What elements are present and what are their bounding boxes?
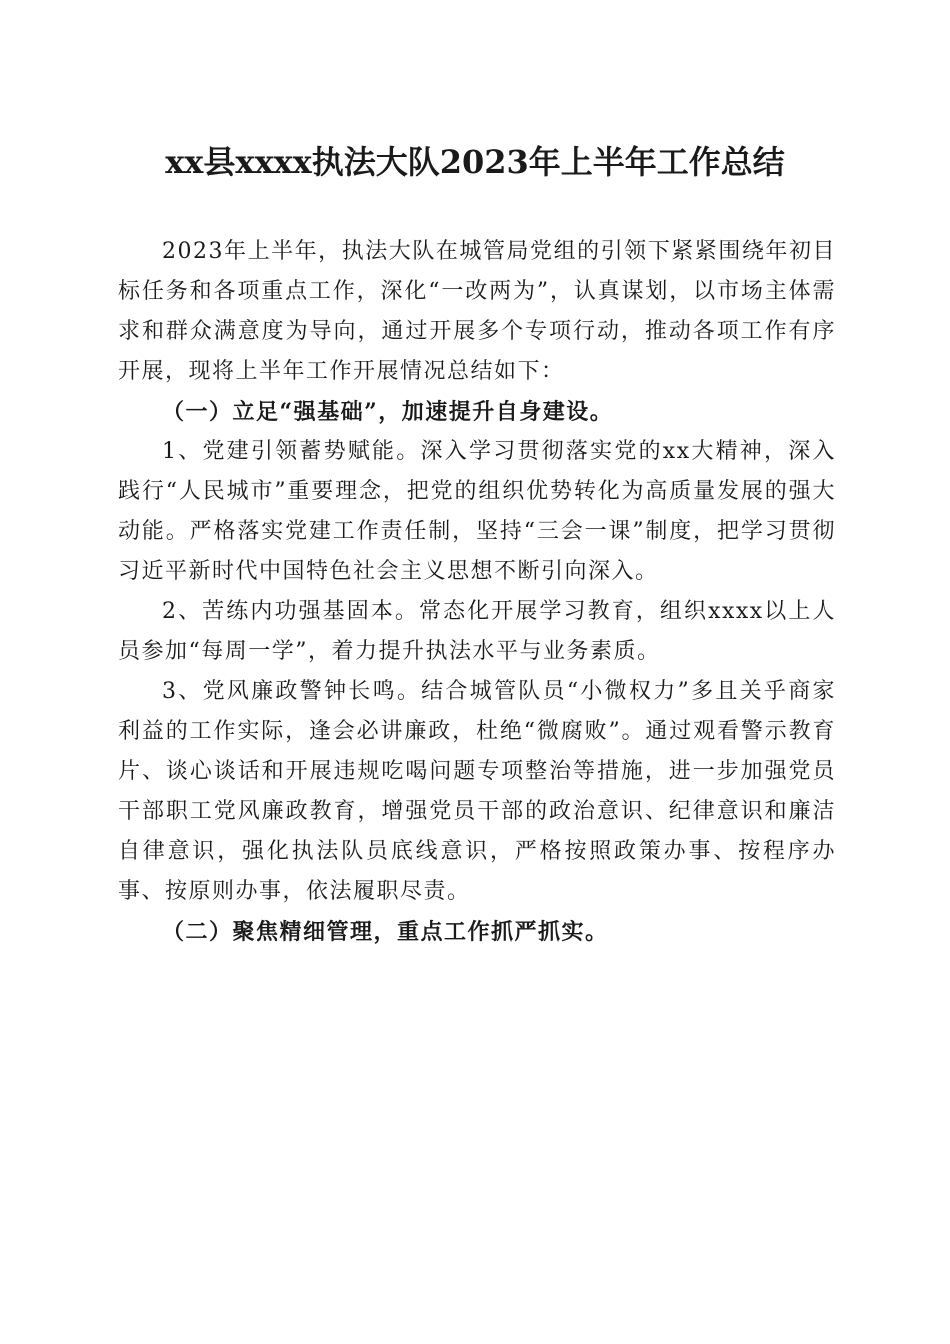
document-title: xx县xxxx执法大队2023年上半年工作总结 — [165, 143, 785, 181]
section-1-item-1: 1、党建引领蓄势赋能。深入学习贯彻落实党的xx大精神，深入践行“人民城市”重要理念，把党的组织优势转化为高质量发展的强大动能。严格落实党建工作责任制，坚持“三会一课”制度，把学习贯彻习近平新时代中国特色社会主义思想不断引向深入。 — [118, 439, 836, 584]
section-2-heading: （二）聚焦精细管理，重点工作抓严抓实。 — [162, 919, 609, 945]
document-body — [118, 232, 836, 952]
intro-paragraph: 2023年上半年，执法大队在城管局党组的引领下紧紧围绕年初目标任务和各项重点工作，深化“一改两为”，认真谋划，以市场主体需求和群众满意度为导向，通过开展多个专项行动，推动各项工作有序开展，现将上半年工作开展情况总结如下： — [118, 239, 836, 384]
section-1-heading: （一）立足“强基础”，加速提升自身建设。 — [162, 399, 614, 425]
section-1-item-3: 3、党风廉政警钟长鸣。结合城管队员“小微权力”多且关乎商家利益的工作实际，逢会必讲廉政，杜绝“微腐败”。通过观看警示教育片、谈心谈话和开展违规吃喝问题专项整治等措施，进一步加强党员干部职工党风廉政教育，增强党员干部的政治意识、纪律意识和廉洁自律意识，强化执法队员底线意识，严格按照政策办事、按程序办事、按原则办事，依法履职尽责。 — [118, 679, 836, 904]
section-1-item-2: 2、苦练内功强基固本。常态化开展学习教育，组织xxxx以上人员参加“每周一学”，着力提升执法水平与业务素质。 — [118, 599, 836, 664]
